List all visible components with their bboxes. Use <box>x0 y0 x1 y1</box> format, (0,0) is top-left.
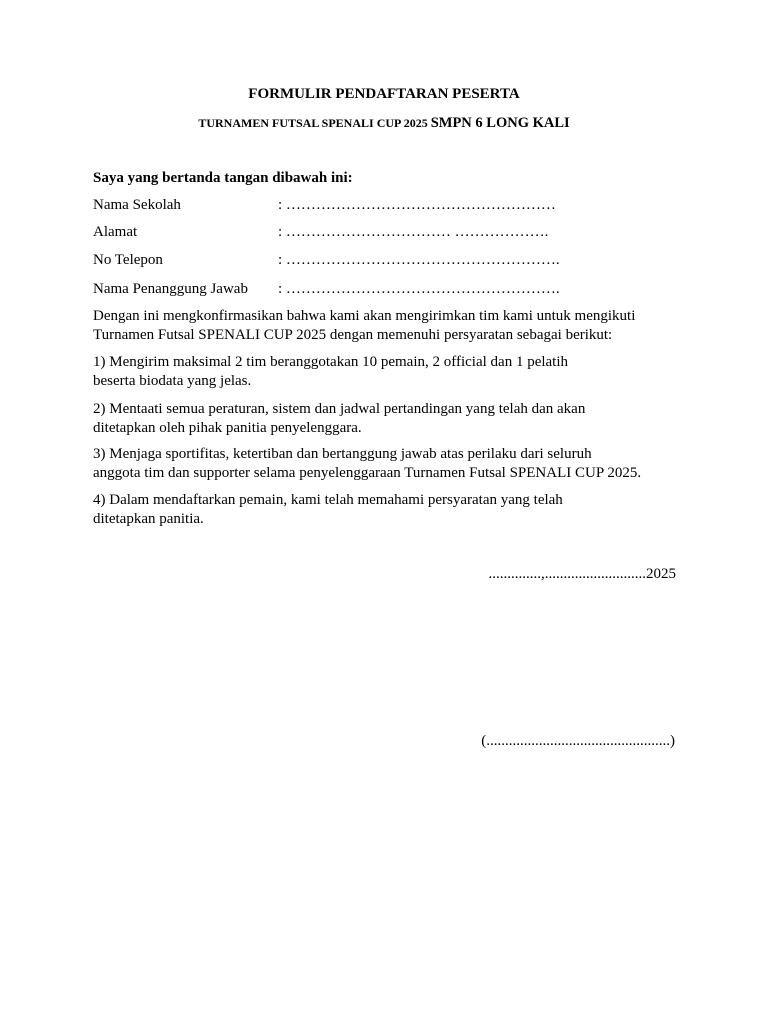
intro-text: Saya yang bertanda tangan dibawah ini: <box>93 170 353 186</box>
signature-line: (.................................................) <box>481 733 675 749</box>
paragraph-line: beserta biodata yang jelas. <box>93 373 252 389</box>
paragraph-line: 3) Menjaga sportifitas, ketertiban dan bertanggung jawab atas perilaku dari seluruh <box>93 446 592 462</box>
field-blank: : ………………………………………………. <box>278 252 560 268</box>
field-label: Nama Penanggung Jawab <box>93 281 248 297</box>
requirement-1 <box>93 353 693 391</box>
field-alamat <box>93 224 548 241</box>
paragraph-line: ditetapkan panitia. <box>93 511 204 527</box>
requirement-3 <box>93 445 693 483</box>
date-line: ..............,...........................2025 <box>488 566 676 582</box>
subtitle-event: TURNAMEN FUTSAL SPENALI CUP 2025 <box>198 116 431 130</box>
paragraph-line: 4) Dalam mendaftarkan pemain, kami telah memahami persyaratan yang telah <box>93 492 563 508</box>
field-label: No Telepon <box>93 252 163 268</box>
field-no-telepon <box>93 252 560 269</box>
paragraph-line: ditetapkan oleh pihak panitia penyelenggara. <box>93 420 362 436</box>
paragraph-line: anggota tim dan supporter selama penyelenggaraan Turnamen Futsal SPENALI CUP 2025. <box>93 465 642 481</box>
field-label: Alamat <box>93 224 138 240</box>
requirement-2 <box>93 400 693 438</box>
paragraph-line: Dengan ini mengkonfirmasikan bahwa kami akan mengirimkan tim kami untuk mengikuti <box>93 308 636 324</box>
paragraph-line: 2) Mentaati semua peraturan, sistem dan jadwal pertandingan yang telah dan akan <box>93 401 586 417</box>
confirmation-paragraph <box>93 307 693 345</box>
field-penanggung-jawab <box>93 281 560 298</box>
field-label: Nama Sekolah <box>93 197 181 213</box>
paragraph-line: Turnamen Futsal SPENALI CUP 2025 dengan memenuhi persyaratan sebagai berikut: <box>93 327 613 343</box>
field-nama-sekolah <box>93 197 556 214</box>
field-blank: : ………………………………………………. <box>278 281 560 297</box>
field-blank: : …………………………… ………………. <box>278 224 549 240</box>
form-title: FORMULIR PENDAFTARAN PESERTA <box>248 86 520 102</box>
field-blank: : ……………………………………………… <box>278 197 556 213</box>
requirement-4 <box>93 491 693 529</box>
paragraph-line: 1) Mengirim maksimal 2 tim beranggotakan 10 pemain, 2 official dan 1 pelatih <box>93 354 569 370</box>
subtitle-school: SMPN 6 LONG KALI <box>430 115 570 131</box>
form-subtitle <box>0 115 768 132</box>
